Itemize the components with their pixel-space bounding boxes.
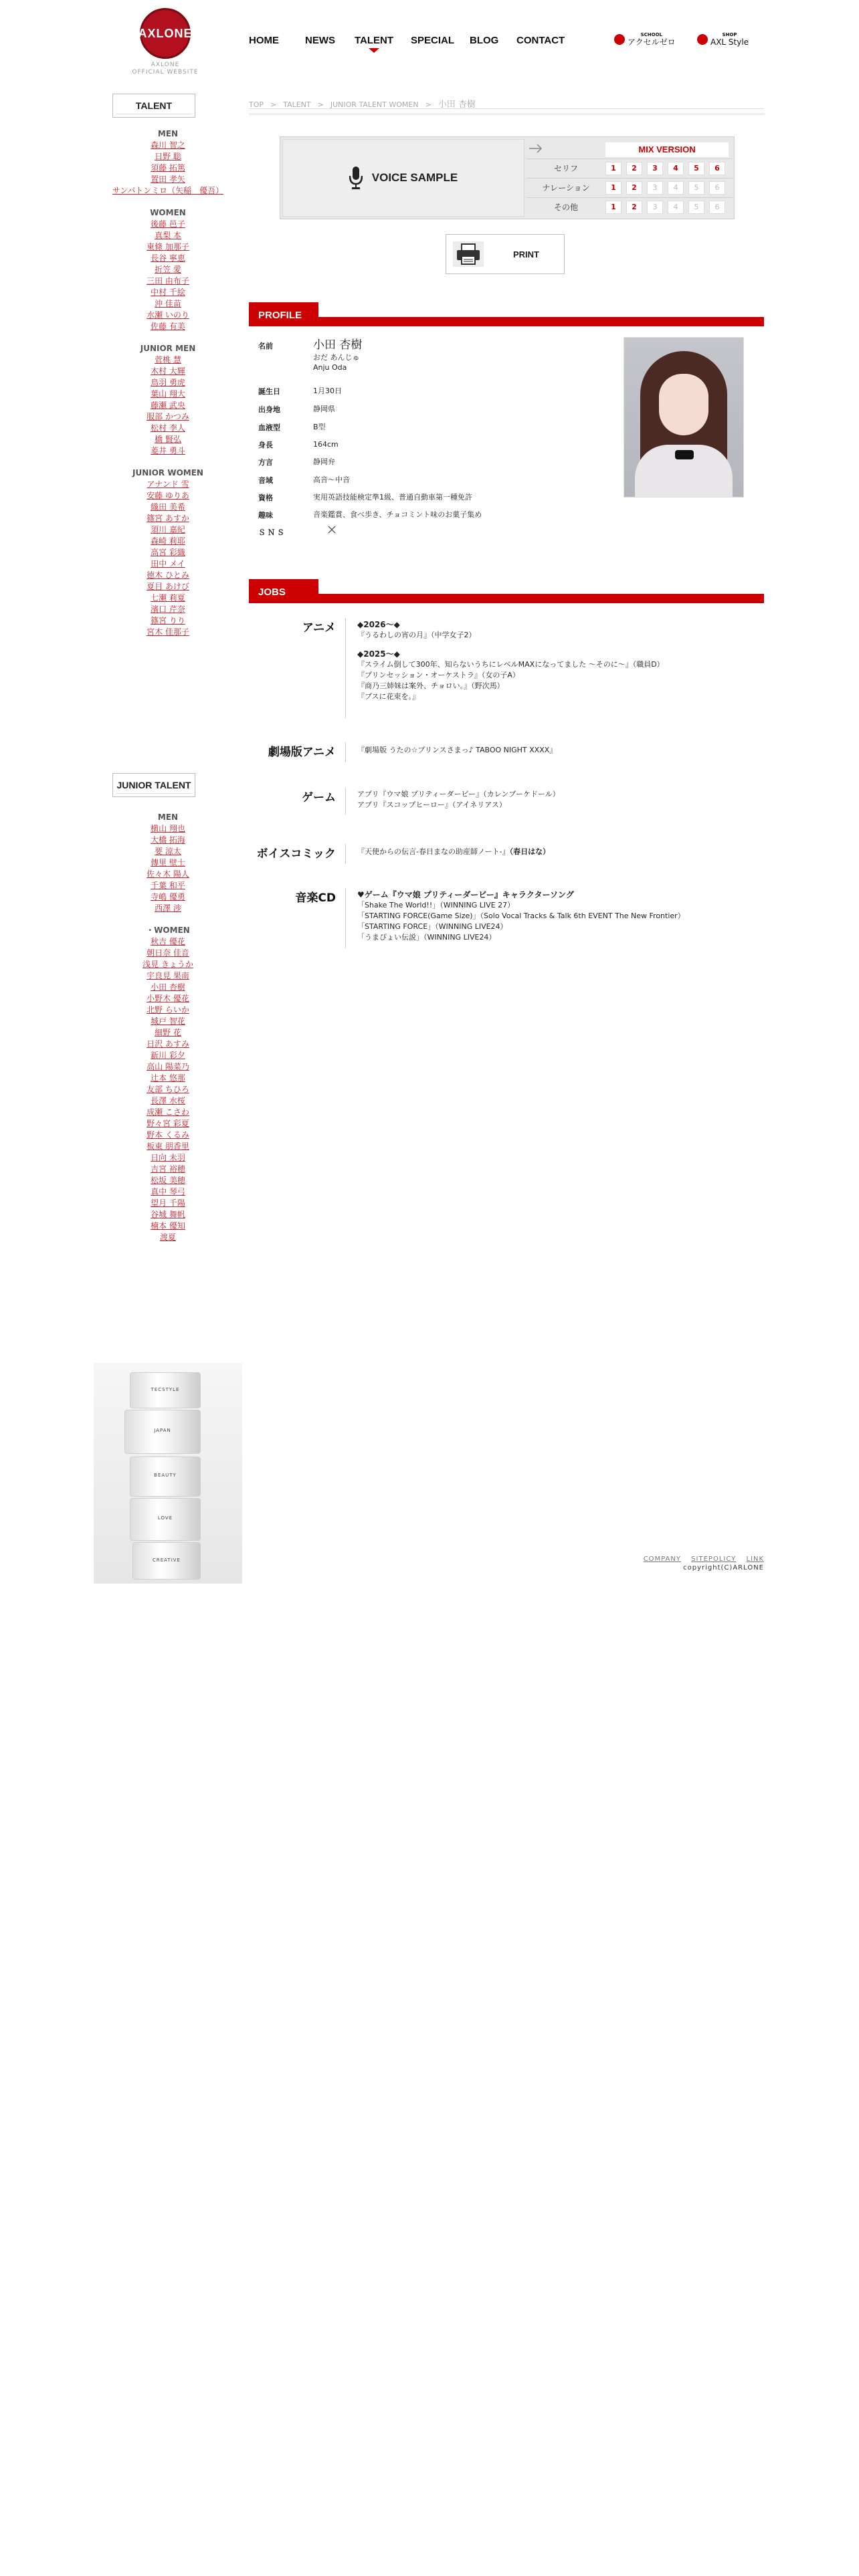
profile-value: 実用英語技能検定準1級、普通自動車第一種免許 xyxy=(313,493,472,502)
jt-men-heading: MEN xyxy=(157,813,179,822)
job-line: アプリ『スコップヒーロー』（アイネリアス） xyxy=(357,800,506,809)
sidebar-talent-link[interactable]: 吉宮 裕穂 xyxy=(151,1164,185,1174)
profile-key: ＳＮＳ xyxy=(258,528,286,537)
profile-value: 高音〜中音 xyxy=(313,475,350,484)
sidebar-talent-link[interactable]: 宇良見 果南 xyxy=(147,971,189,980)
shop-label-top: SHOP xyxy=(722,32,737,37)
breadcrumb-sep: > xyxy=(317,100,324,109)
voice-sample-play-button[interactable]: 2 xyxy=(626,181,642,195)
sidebar-talent-link[interactable]: 秋吉 優花 xyxy=(151,937,185,946)
sidebar-talent-link[interactable]: 三田 由布子 xyxy=(147,276,189,286)
job-divider xyxy=(345,618,346,718)
job-line: アプリ『ウマ娘 プリティーダービー』（カレンブーケドール） xyxy=(357,790,560,798)
job-title: 『天使からの伝言-春日まなの助産師ノート-』 xyxy=(357,847,510,856)
junior-men-heading: JUNIOR MEN xyxy=(140,344,196,353)
copyright: copyright(C)ARLONE xyxy=(683,1564,764,1572)
men-heading: MEN xyxy=(157,129,179,138)
voice-sample-panel xyxy=(280,136,735,219)
voice-sample-play-button[interactable]: 1 xyxy=(605,181,622,195)
sidebar-talent-link[interactable]: 楠本 優知 xyxy=(151,1221,185,1230)
voice-sample-play-button: 5 xyxy=(688,181,704,195)
logo-sub-line2: OFFICIAL WEBSITE xyxy=(132,69,199,76)
sidebar-talent-link[interactable]: 森崎 莉耶 xyxy=(151,536,185,546)
sidebar-talent-link[interactable]: 辻本 悠那 xyxy=(151,1073,185,1083)
junior-women-heading: JUNIOR WOMEN xyxy=(132,468,203,477)
sidebar-talent-link[interactable]: 野々宮 彩夏 xyxy=(147,1119,189,1128)
voice-sample-play-button: 3 xyxy=(647,201,663,214)
talent-photo xyxy=(624,337,744,498)
logo-mark: AXLONE xyxy=(140,8,191,59)
section-bar-line xyxy=(249,317,764,326)
sidebar-talent-link[interactable]: 松村 李人 xyxy=(151,423,185,433)
sidebar-talent-link[interactable]: 寺嶋 優勇 xyxy=(151,892,185,901)
sidebar-talent-link[interactable]: 高山 陽菜乃 xyxy=(147,1062,189,1071)
sidebar-talent-link[interactable]: 織田 美希 xyxy=(151,502,185,512)
school-label: アクセルゼロ xyxy=(628,37,676,47)
footer xyxy=(636,1555,764,1572)
sidebar-talent-link[interactable]: 横山 翔也 xyxy=(151,824,185,833)
sidebar-talent-link[interactable]: 須川 嘉紀 xyxy=(151,525,185,534)
profile-value: 静岡弁 xyxy=(313,457,335,466)
breadcrumb-junior[interactable]: JUNIOR TALENT WOMEN xyxy=(330,100,419,109)
profile-key: 音域 xyxy=(258,476,273,485)
sidebar-talent-link[interactable]: 水瀬 いのり xyxy=(147,310,189,320)
job-line: 『うるわしの宵の月』（中学女子2） xyxy=(357,631,476,639)
logo-subtitle xyxy=(128,62,202,76)
profile-key: 身長 xyxy=(258,441,273,449)
voice-sample-grid xyxy=(527,139,733,217)
job-lines xyxy=(357,659,759,702)
voice-sample-play-button[interactable]: 2 xyxy=(626,162,642,175)
sidebar-talent-link[interactable]: 友部 ちひろ xyxy=(147,1085,189,1094)
school-label-top: SCHOOL xyxy=(640,32,663,37)
shop-link[interactable] xyxy=(697,32,749,47)
sidebar-talent-link[interactable]: 西澤 渉 xyxy=(155,903,181,913)
sidebar-talent-link[interactable]: 折笠 愛 xyxy=(155,265,181,274)
jobs-section-bar xyxy=(249,579,764,603)
print-label: PRINT xyxy=(513,249,539,259)
job-line: 『プリンセッション・オーケストラ』（女の子A） xyxy=(357,671,520,679)
job-line: 「STARTING FORCE」（WINNING LIVE24） xyxy=(357,922,508,931)
voice-row-label: ナレーション xyxy=(542,183,590,193)
jt-women-heading: ・WOMEN xyxy=(146,926,190,935)
voice-row xyxy=(527,158,733,179)
sidebar-talent-link[interactable]: 北野 らいか xyxy=(147,1005,189,1014)
voice-sample-play-button: 5 xyxy=(688,201,704,214)
sidebar-talent-link[interactable]: 高宮 彩織 xyxy=(151,548,185,557)
voice-sample-play-button[interactable]: 2 xyxy=(626,201,642,214)
job-role: （春日はな） xyxy=(509,847,551,856)
footer-link-link[interactable]: LINK xyxy=(746,1555,764,1563)
voice-sample-play-button: 6 xyxy=(709,201,725,214)
profile-key: 方言 xyxy=(258,458,273,467)
job-category: ボイスコミック xyxy=(256,847,336,861)
voice-sample-play-button: 6 xyxy=(709,181,725,195)
jt-women-items xyxy=(94,936,242,1243)
sidebar-talent-link[interactable]: 濱口 芹奈 xyxy=(151,605,185,614)
jt-men-items xyxy=(94,823,242,914)
job-line: 「Shake The World!!」（WINNING LIVE 27） xyxy=(357,901,515,909)
junior-women-items xyxy=(94,479,242,638)
sidebar-talent-link[interactable]: 細野 花 xyxy=(155,1028,181,1037)
promo-can: JAPAN xyxy=(124,1410,201,1454)
sidebar-talent-link[interactable]: 要 涼太 xyxy=(155,847,181,856)
sidebar-talent-link[interactable]: 徳木 ひとみ xyxy=(147,570,189,580)
nav-home[interactable]: HOME xyxy=(249,35,279,46)
talent-list xyxy=(94,128,242,638)
sidebar-talent-link[interactable]: 板東 朋香里 xyxy=(147,1142,189,1151)
job-lines xyxy=(357,630,759,641)
sidebar-talent-link[interactable]: 葉山 翔大 xyxy=(151,389,185,399)
sidebar-talent-link[interactable]: 後藤 邑子 xyxy=(151,219,185,229)
women-heading: WOMEN xyxy=(150,208,186,217)
voice-sample-play-button: 4 xyxy=(668,201,684,214)
sidebar-talent-link[interactable]: 渡夏 xyxy=(159,1232,176,1242)
sidebar-talent-link[interactable]: 篠宮 りり xyxy=(151,616,185,625)
x-icon[interactable] xyxy=(328,526,642,536)
sidebar-talent-link[interactable]: 谷城 舞帆 xyxy=(151,1210,185,1219)
sidebar-talent-link[interactable]: 菱井 勇斗 xyxy=(151,446,185,455)
sidebar-talent-link[interactable]: 田中 メイ xyxy=(151,559,185,568)
sidebar-talent-link[interactable]: 菅桃 慧 xyxy=(155,355,181,364)
site-logo[interactable] xyxy=(128,8,202,76)
sidebar-talent-link[interactable]: 服部 かつみ xyxy=(147,412,189,421)
footer-company-link[interactable]: COMPANY xyxy=(643,1555,681,1563)
voice-sample-title: VOICE SAMPLE xyxy=(371,171,458,184)
voice-sample-play-button[interactable]: 5 xyxy=(688,162,704,175)
sidebar-talent-link[interactable]: 新川 彩夕 xyxy=(151,1051,185,1060)
sidebar-talent-link[interactable]: 佐藤 有美 xyxy=(151,322,185,331)
job-divider xyxy=(345,844,346,864)
sidebar-talent-link[interactable]: 城戸 智花 xyxy=(151,1016,185,1026)
job-category: ゲーム xyxy=(302,791,336,804)
sidebar-talent-link[interactable]: 沖 佳苗 xyxy=(155,299,181,308)
nav-talent[interactable]: TALENT xyxy=(355,35,394,46)
profile-value xyxy=(313,338,628,372)
sidebar-talent-link[interactable]: 鳥羽 勇虎 xyxy=(151,378,185,387)
sidebar-talent-link[interactable]: 中村 千絵 xyxy=(151,288,185,297)
voice-sample-play-button: 4 xyxy=(668,181,684,195)
profile-section-bar xyxy=(249,302,764,326)
shop-label: AXL Style xyxy=(710,37,749,47)
sidebar-talent-link[interactable]: 篠宮 あすか xyxy=(147,514,189,523)
sidebar-talent-link[interactable]: 東條 加那子 xyxy=(147,242,189,251)
job-year: ◆2025〜◆ xyxy=(357,649,400,659)
sidebar-talent-link[interactable]: 小野木 優花 xyxy=(147,994,189,1003)
sidebar-talent-link[interactable]: 長澤 水桜 xyxy=(151,1096,185,1105)
voice-row xyxy=(527,197,733,217)
promo-can: TECSTYLE xyxy=(130,1372,201,1408)
sidebar-talent-link[interactable]: 日沢 あすみ xyxy=(147,1039,189,1049)
sidebar-talent-link[interactable]: 木村 大輝 xyxy=(151,366,185,376)
job-divider xyxy=(345,788,346,815)
job-line: 「うまぴょい伝説」（WINNING LIVE24） xyxy=(357,933,496,942)
voice-row-label: その他 xyxy=(553,203,578,212)
talent-romaji: Anju Oda xyxy=(313,363,347,372)
men-items xyxy=(94,140,242,197)
job-line: 『スライム倒して300年、知らないうちにレベルMAXになってました 〜そのに〜』（職員D） xyxy=(357,660,664,669)
sidebar-talent-link[interactable]: 藤瀬 武央 xyxy=(151,401,185,410)
voice-sample-play-button: 3 xyxy=(647,181,663,195)
logo-sub-line1: AXLONE xyxy=(151,62,180,68)
breadcrumb-sep: > xyxy=(270,100,277,109)
breadcrumb-current: 小田 杏樹 xyxy=(438,100,476,110)
jobs-section-title: JOBS xyxy=(249,579,318,603)
sidebar-talent-link[interactable]: 千葉 和平 xyxy=(151,881,185,890)
voice-sample-play-button[interactable]: 6 xyxy=(709,162,725,175)
profile-key: 出身地 xyxy=(258,405,280,414)
mix-version-button[interactable]: MIX VERSION xyxy=(605,142,729,157)
profile-section-title: PROFILE xyxy=(249,302,318,326)
sidebar-talent-link[interactable]: 安藤 ゆりあ xyxy=(147,491,189,500)
job-line: 「STARTING FORCE(Game Size)」（Solo Vocal Tracks & Talk 6th EVENT The New Frontier） xyxy=(357,911,685,920)
footer-links xyxy=(636,1555,764,1563)
sidebar-talent-link[interactable]: 橋 賢弘 xyxy=(155,435,181,444)
job-body xyxy=(357,889,759,943)
profile-value: 音楽鑑賞、食べ歩き、チョコミント味のお菓子集め xyxy=(313,510,482,519)
profile-value: 静岡県 xyxy=(313,405,335,413)
talent-name: 小田 杏樹 xyxy=(313,338,363,352)
profile-key: 名前 xyxy=(258,342,273,350)
sidebar-talent-link[interactable]: 野本 くるみ xyxy=(147,1130,189,1140)
profile-value: 1月30日 xyxy=(313,387,342,395)
promo-banner[interactable] xyxy=(94,1363,242,1584)
sidebar-talent-link[interactable]: 長谷 寧恵 xyxy=(151,253,185,263)
sidebar-talent-link[interactable]: 小田 杏樹 xyxy=(151,982,185,992)
voice-sample-play-button[interactable]: 4 xyxy=(668,162,684,175)
promo-can: BEAUTY xyxy=(130,1457,201,1497)
profile-value: B型 xyxy=(313,423,326,431)
job-head: ♥ゲーム『ウマ娘 プリティーダービー』キャラクターソング xyxy=(357,890,574,899)
nav-contact[interactable]: CONTACT xyxy=(516,35,565,46)
sidebar-talent-link[interactable]: 傳里 壁士 xyxy=(151,858,185,867)
job-line xyxy=(357,847,759,857)
sidebar-talent-link[interactable]: 大橋 拓海 xyxy=(151,835,185,845)
job-category: 音楽CD xyxy=(295,891,336,905)
job-year: ◆2026〜◆ xyxy=(357,620,400,629)
profile-key: 血液型 xyxy=(258,423,280,432)
voice-sample-header xyxy=(282,139,524,217)
promo-can: CREATIVE xyxy=(132,1542,201,1580)
voice-sample-play-button[interactable]: 1 xyxy=(605,201,622,214)
sidebar-talent-link[interactable]: 松坂 美穂 xyxy=(151,1176,185,1185)
breadcrumb-divider xyxy=(249,108,764,115)
nav-special[interactable]: SPECIAL xyxy=(411,35,455,46)
job-line: 『商乃三姉妹は案外、チョロい。』（野次馬） xyxy=(357,681,504,690)
sidebar-talent-link[interactable]: 日向 未羽 xyxy=(151,1153,185,1162)
sidebar-talent-heading[interactable]: TALENT xyxy=(112,94,195,118)
section-bar-line xyxy=(249,594,764,603)
nav-news[interactable]: NEWS xyxy=(305,35,335,46)
breadcrumb-talent[interactable]: TALENT xyxy=(283,100,311,109)
breadcrumb-top[interactable]: TOP xyxy=(249,100,264,109)
breadcrumb-sep: > xyxy=(425,100,432,109)
junior-men-items xyxy=(94,354,242,457)
sidebar-talent-link[interactable]: 宮木 佳那子 xyxy=(147,627,189,637)
arrow-icon xyxy=(527,139,605,158)
sidebar-talent-link[interactable]: 望月 千陽 xyxy=(151,1198,185,1208)
sidebar-talent-link[interactable]: 成瀬 こさわ xyxy=(147,1107,189,1117)
profile-key: 誕生日 xyxy=(258,387,280,396)
women-items xyxy=(94,219,242,332)
voice-sample-play-button[interactable]: 1 xyxy=(605,162,622,175)
sidebar-talent-link[interactable]: サンパトンミロ（矢稲 優吾） xyxy=(112,186,224,195)
job-lines xyxy=(357,900,759,943)
job-category: 劇場版アニメ xyxy=(268,746,336,759)
footer-sitepolicy-link[interactable]: SITEPOLICY xyxy=(691,1555,737,1563)
voice-row-label: セリフ xyxy=(553,164,578,173)
sidebar-talent-link[interactable]: 夏目 あけび xyxy=(147,582,189,591)
sidebar-talent-link[interactable]: 真中 琴弓 xyxy=(151,1187,185,1196)
job-line: 『劇場版 うたの☆プリンスさまっ♪ TABOO NIGHT XXXX』 xyxy=(357,746,557,754)
sidebar-talent-link[interactable]: 佐々木 陽人 xyxy=(147,869,189,879)
microphone-icon xyxy=(349,167,363,189)
sidebar-talent-link[interactable]: アナンド 雪 xyxy=(147,479,189,489)
printer-icon xyxy=(453,241,484,267)
promo-can: LOVE xyxy=(130,1498,201,1541)
job-body xyxy=(357,619,759,702)
sidebar-talent-link[interactable]: 日野 聡 xyxy=(155,152,181,161)
sidebar-talent-link[interactable]: 浅見 きょうか xyxy=(142,960,193,969)
sidebar-talent-link[interactable]: 須藤 拓篤 xyxy=(151,163,185,173)
talent-kana: おだ あんじゅ xyxy=(313,353,360,362)
profile-value: 164cm xyxy=(313,440,339,449)
sidebar-talent-link[interactable]: 朝日奈 佳音 xyxy=(147,948,189,958)
sidebar-junior-talent-heading[interactable]: JUNIOR TALENT xyxy=(112,773,195,797)
junior-talent-list xyxy=(94,812,242,1243)
profile-key: 資格 xyxy=(258,494,273,502)
sidebar-talent-link[interactable]: 七瀬 莉夏 xyxy=(151,593,185,603)
voice-row xyxy=(527,178,733,198)
nav-blog[interactable]: BLOG xyxy=(470,35,499,46)
voice-sample-play-button[interactable]: 3 xyxy=(647,162,663,175)
sidebar-talent-link[interactable]: 真梨 本 xyxy=(155,231,181,240)
job-line: 『ブスに花束を。』 xyxy=(357,692,420,701)
job-category: アニメ xyxy=(302,621,336,635)
print-button[interactable] xyxy=(446,234,565,274)
job-lines xyxy=(357,789,759,811)
sidebar-talent-link[interactable]: 森川 智之 xyxy=(151,140,185,150)
school-link[interactable] xyxy=(614,32,676,47)
school-icon xyxy=(614,34,625,45)
sidebar-talent-link[interactable]: 置田 孝矢 xyxy=(151,175,185,184)
job-divider xyxy=(345,742,346,762)
shop-icon xyxy=(697,34,708,45)
job-divider xyxy=(345,888,346,948)
profile-key: 趣味 xyxy=(258,511,273,520)
